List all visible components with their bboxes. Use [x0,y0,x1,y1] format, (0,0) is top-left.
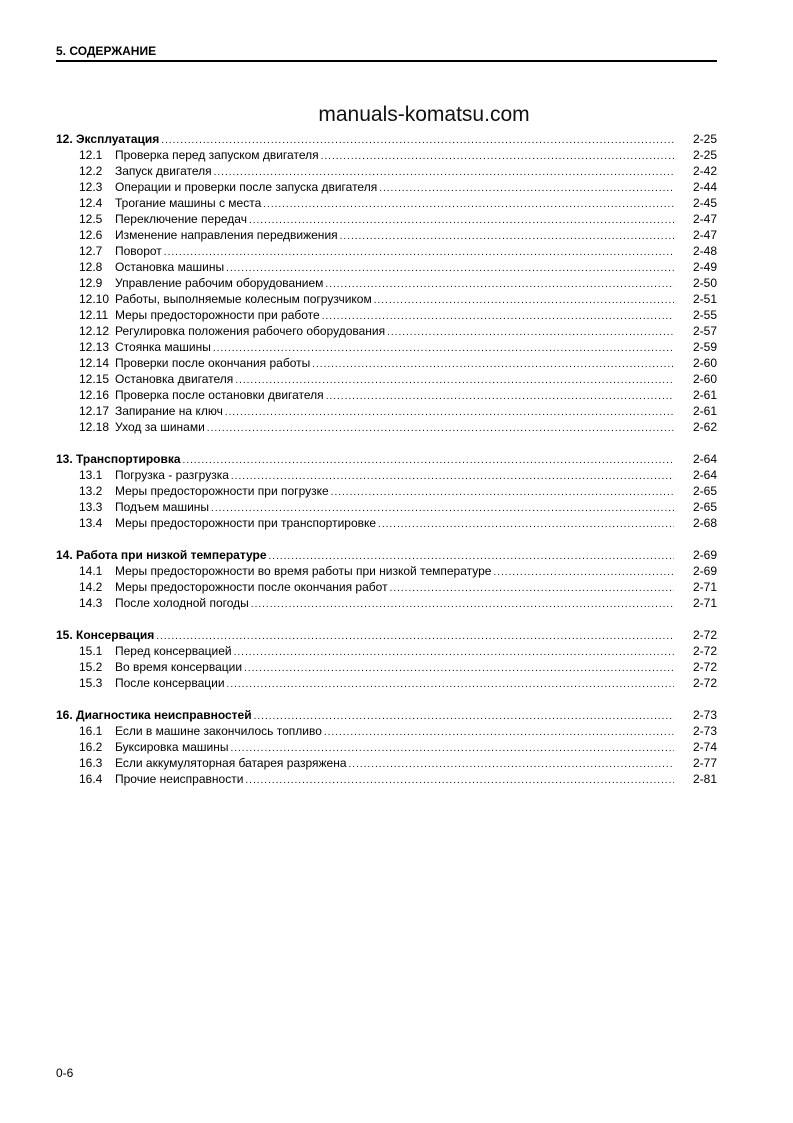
entry-number: 12.1 [79,148,103,162]
entry-page: 2-50 [692,276,717,290]
entry-number: 12.10 [79,292,110,306]
toc-entry[interactable] [56,579,717,595]
toc-entry[interactable] [56,147,717,163]
toc-entry[interactable] [56,323,717,339]
entry-page: 2-45 [692,196,717,210]
section-title: 12. Эксплуатация [56,132,160,146]
entry-page: 2-71 [692,596,717,610]
toc-entry[interactable] [56,227,717,243]
entry-label: Буксировка машины [115,740,229,754]
toc-entry[interactable] [56,195,717,211]
dot-leader [349,757,674,773]
entry-label: Если в машине закончилось топливо [115,724,322,738]
dot-leader [251,597,674,613]
toc-entry[interactable] [56,371,717,387]
entry-page: 2-68 [692,516,717,530]
entry-number: 16.2 [79,740,103,754]
entry-label: Работы, выполняемые колесным погрузчиком [115,292,372,306]
dot-leader [321,149,674,165]
toc-entry[interactable] [56,771,717,787]
entry-number: 12.9 [79,276,103,290]
entry-page: 2-73 [692,724,717,738]
dot-leader [312,357,674,373]
toc-entry[interactable] [56,563,717,579]
entry-number: 15.3 [79,676,103,690]
toc-section [56,707,717,787]
entry-number: 12.4 [79,196,103,210]
entry-label: Трогание машины с места [115,196,262,210]
toc-entry[interactable] [56,675,717,691]
entry-label: После консервации [115,676,225,690]
entry-page: 2-59 [692,340,717,354]
entry-page: 2-72 [692,676,717,690]
entry-label: Остановка двигателя [115,372,234,386]
toc-entry[interactable] [56,595,717,611]
entry-label: Операции и проверки после запуска двигателя [115,180,378,194]
entry-number: 14.3 [79,596,103,610]
entry-number: 15.1 [79,644,103,658]
toc-entry[interactable] [56,179,717,195]
entry-number: 13.4 [79,516,103,530]
entry-label: Стоянка машины [115,340,211,354]
dot-leader [207,421,674,437]
dot-leader [164,245,674,261]
entry-number: 12.3 [79,180,103,194]
toc-entry[interactable] [56,275,717,291]
toc-entry[interactable] [56,467,717,483]
entry-number: 12.18 [79,420,110,434]
entry-label: Запирание на ключ [115,404,223,418]
section-title: 13. Транспортировка [56,452,181,466]
entry-label: Меры предосторожности во время работы при низкой температуре [115,564,492,578]
toc-entry[interactable] [56,515,717,531]
section-page: 2-25 [692,132,717,146]
entry-label: Если аккумуляторная батарея разряжена [115,756,347,770]
entry-number: 14.1 [79,564,103,578]
toc-section [56,451,717,531]
toc-entry[interactable] [56,307,717,323]
entry-label: Проверка перед запуском двигателя [115,148,319,162]
entry-label: Проверка после остановки двигателя [115,388,324,402]
dot-leader [156,629,674,645]
toc-entry[interactable] [56,403,717,419]
toc-section-heading[interactable] [56,131,717,147]
entry-number: 16.4 [79,772,103,786]
entry-page: 2-49 [692,260,717,274]
dot-leader [227,677,674,693]
entry-page: 2-25 [692,148,717,162]
entry-number: 12.8 [79,260,103,274]
entry-page: 2-74 [692,740,717,754]
entry-page: 2-64 [692,468,717,482]
section-page: 2-73 [692,708,717,722]
toc-entry[interactable] [56,659,717,675]
entry-number: 12.2 [79,164,103,178]
section-page: 2-69 [692,548,717,562]
toc-entry[interactable] [56,419,717,435]
toc-section [56,547,717,611]
entry-page: 2-61 [692,404,717,418]
section-page: 2-64 [692,452,717,466]
toc-entry[interactable] [56,163,717,179]
entry-number: 12.12 [79,324,110,338]
entry-page: 2-61 [692,388,717,402]
dot-leader [390,581,674,597]
entry-number: 12.15 [79,372,110,386]
watermark: manuals-komatsu.com [318,103,530,126]
entry-page: 2-47 [692,228,717,242]
entry-page: 2-57 [692,324,717,338]
entry-page: 2-48 [692,244,717,258]
toc-entry[interactable] [56,387,717,403]
entry-page: 2-65 [692,484,717,498]
entry-number: 13.2 [79,484,103,498]
toc-entry[interactable] [56,291,717,307]
entry-page: 2-65 [692,500,717,514]
entry-page: 2-44 [692,180,717,194]
entry-number: 12.16 [79,388,110,402]
entry-page: 2-51 [692,292,717,306]
entry-label: Остановка машины [115,260,225,274]
dot-leader [493,565,674,581]
entry-number: 14.2 [79,580,103,594]
entry-page: 2-72 [692,644,717,658]
dot-leader [378,517,674,533]
toc-entry[interactable] [56,211,717,227]
toc-section-heading[interactable] [56,707,717,723]
entry-label: После холодной погоды [115,596,249,610]
entry-page: 2-72 [692,660,717,674]
entry-label: Подъем машины [115,500,210,514]
entry-label: Проверки после окончания работы [115,356,311,370]
section-page: 2-72 [692,628,717,642]
dot-leader [244,661,674,677]
entry-page: 2-42 [692,164,717,178]
toc-section-heading[interactable] [56,547,717,563]
entry-page: 2-71 [692,580,717,594]
entry-label: Запуск двигателя [115,164,212,178]
entry-page: 2-55 [692,308,717,322]
entry-label: Прочие неисправности [115,772,244,786]
toc-entry[interactable] [56,755,717,771]
toc-section [56,627,717,691]
dot-leader [325,277,674,293]
entry-number: 12.5 [79,212,103,226]
section-title: 16. Диагностика неисправностей [56,708,252,722]
dot-leader [225,405,674,421]
entry-number: 13.3 [79,500,103,514]
toc-entry[interactable] [56,739,717,755]
entry-number: 13.1 [79,468,103,482]
toc-entry[interactable] [56,243,717,259]
entry-label: Погрузка - разгрузка [115,468,229,482]
dot-leader [387,325,674,341]
dot-leader [331,485,674,501]
dot-leader [340,229,674,245]
entry-label: Изменение направления передвижения [115,228,338,242]
entry-number: 12.14 [79,356,110,370]
entry-number: 12.13 [79,340,110,354]
entry-label: Меры предосторожности при работе [115,308,320,322]
entry-number: 12.17 [79,404,110,418]
entry-label: Меры предосторожности после окончания работ [115,580,388,594]
dot-leader [245,773,674,789]
dot-leader [234,645,674,661]
toc-entry[interactable] [56,499,717,515]
entry-number: 12.7 [79,244,103,258]
dot-leader [374,293,674,309]
entry-label: Перед консервацией [115,644,232,658]
toc-entry[interactable] [56,643,717,659]
toc-entry[interactable] [56,259,717,275]
entry-label: Переключение передач [115,212,247,226]
entry-number: 15.2 [79,660,103,674]
toc-section-heading[interactable] [56,627,717,643]
entry-label: Меры предосторожности при погрузке [115,484,329,498]
dot-leader [326,389,674,405]
page-number: 0-6 [56,1066,74,1080]
entry-page: 2-62 [692,420,717,434]
dot-leader [183,453,674,469]
toc-section-heading[interactable] [56,451,717,467]
entry-label: Уход за шинами [115,420,205,434]
dot-leader [263,197,674,213]
entry-page: 2-77 [692,756,717,770]
dot-leader [379,181,674,197]
entry-page: 2-60 [692,372,717,386]
entry-page: 2-81 [692,772,717,786]
entry-label: Регулировка положения рабочего оборудования [115,324,386,338]
entry-number: 12.6 [79,228,103,242]
entry-number: 16.3 [79,756,103,770]
entry-label: Меры предосторожности при транспортировке [115,516,377,530]
table-of-contents [56,131,717,803]
toc-entry[interactable] [56,355,717,371]
entry-page: 2-60 [692,356,717,370]
section-title: 15. Консервация [56,628,155,642]
entry-label: Поворот [115,244,162,258]
toc-entry[interactable] [56,723,717,739]
dot-leader [324,725,674,741]
page-header-title: 5. СОДЕРЖАНИЕ [56,44,717,62]
toc-entry[interactable] [56,339,717,355]
entry-label: Во время консервации [115,660,243,674]
entry-number: 12.11 [79,308,109,322]
toc-entry[interactable] [56,483,717,499]
entry-page: 2-47 [692,212,717,226]
section-title: 14. Работа при низкой температуре [56,548,267,562]
entry-number: 16.1 [79,724,103,738]
entry-label: Управление рабочим оборудованием [115,276,324,290]
toc-section [56,131,717,435]
entry-page: 2-69 [692,564,717,578]
